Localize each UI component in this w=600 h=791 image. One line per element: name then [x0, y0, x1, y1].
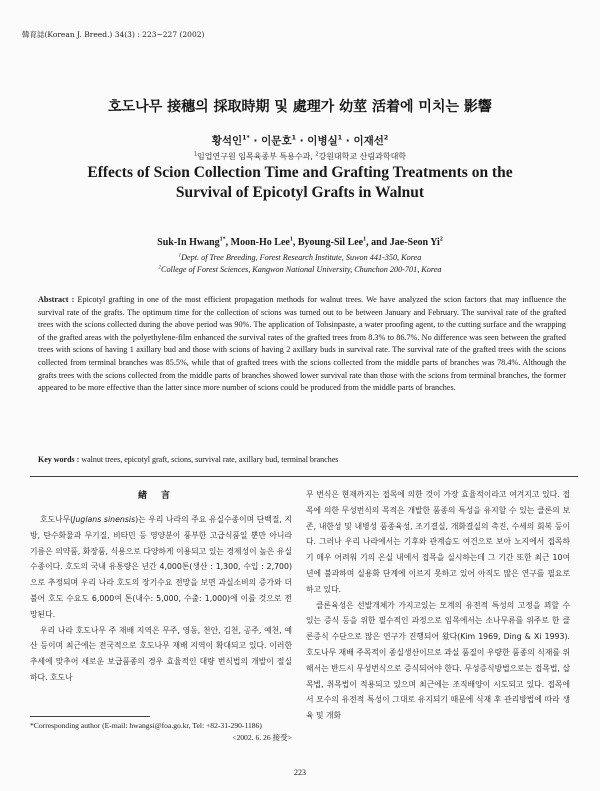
author-mark: 1 [337, 134, 343, 142]
author-mark: 1* [219, 236, 226, 243]
affiliation-text: 임업연구원 임목육종부 특용수과, [197, 152, 316, 161]
author-separator: , [292, 237, 298, 248]
body-paragraph: 클론육성은 선발개체가 가지고있는 모계의 유전적 특성의 고정을 꾀할 수 있는 증식 등을 위한 필수적인 과정으로 임목에서는 소나무류를 위주로 한 클론증식 수단으로 많은 연구가 진행되어 왔다(Kim 1969, Ding & Xi 1993). 호도나무 재배 주목적이 종실생산이므로 과실 품질이 우량한 품종의 식재를 위해서는 반드시 무성번식으로 증식되어야 한다. 무성증식방법으로는 접목법, 삽목법, 취목법이 적용되고 있으며 최근에는 조직배양이 시도되고 있다. 접목에서 모수의 유전적 특성이 그대로 유지되기 때문에 식재 후 관리방법에 따라 생육 및 개화 [306, 600, 570, 721]
footnote-divider [30, 716, 150, 717]
author-name: 이재선 [353, 135, 384, 147]
affiliation-line [0, 252, 600, 264]
korean-authors [0, 133, 600, 148]
affiliation-mark: 2 [158, 265, 161, 271]
affiliation-text: College of Forest Sciences, Kangwon National University, Chunchon 200-701, Korea [160, 265, 442, 274]
author-separator: · [249, 135, 262, 147]
affiliation-mark: 1 [178, 253, 182, 259]
korean-affiliations [0, 151, 600, 162]
section-divider [30, 476, 578, 477]
author-separator: · [342, 135, 354, 147]
affiliation-mark: 2 [315, 152, 319, 158]
korean-title: 호도나무 接穗의 採取時期 및 處理가 幼莖 活着에 미치는 影響 [108, 99, 492, 115]
page-number: 223 [294, 768, 306, 777]
author-name: 이문호 [261, 135, 292, 147]
abstract-label: Abstract : [38, 295, 75, 304]
author-mark: 1 [289, 236, 293, 243]
keywords-label: Key words : [38, 455, 80, 464]
author-mark: 2 [383, 134, 389, 142]
received-date: <2002. 6. 26 接受> [232, 732, 292, 742]
author-separator: · [295, 135, 308, 147]
english-authors [0, 237, 600, 248]
affiliation-text: 강원대학교 산림과학대학 [318, 152, 407, 161]
body-column-right [306, 487, 570, 724]
footnote [30, 720, 292, 743]
author-mark: 1 [291, 134, 296, 142]
abstract [38, 294, 566, 395]
keywords [38, 455, 566, 464]
author-mark: 2 [439, 236, 443, 243]
author-name: Suk-In Hwang [157, 237, 220, 248]
english-affiliations [0, 252, 600, 276]
abstract-text: Epicotyl grafting in one of the most efficient propagation methods for walnut trees. We have analyzed the scion factors that may influence the survival rate of the grafts. The optimum time for the collection of scions was turned out to be between January and February. The survival rate of the grafted trees with the scions collected during the above period was 90%. The application of Tobsinpaste, a water proofing agent, to the cutting surface and the wrapping of the grafted areas with the polyethylene-film enhanced the survival rates of the grafted trees from 8.3% to 86.7%. No difference was seen between the grafted trees with scions of having 1 axillary bud and those with scions of having 2 axillary buds in survival rate. The survival rate of the grafted trees with the scions collected from terminal branches was 85.5%, while that of grafted trees with the scions collected from the middle parts of branches was 78.4%. Although the grafts trees with the scions collected from the middle parts of branches showed lower survival rate than those with the scions from terminal branches, the former appeared to be more effective than the latter since more number of scions could be produced from the middle parts of branches. [38, 295, 566, 393]
author-name: Byoung-Sil Lee [297, 237, 364, 248]
body-column-left [30, 512, 292, 686]
english-title-line: Effects of Scion Collection Time and Grafting Treatments on the [87, 164, 513, 181]
corresponding-author-note: *Corresponding author (E-mail: hwangsi@foa.go.kr, Tel: +82-31-290-1186) [30, 721, 262, 730]
body-paragraph: 무 번식은 현재까지는 접목에 의한 것이 가장 효율적이라고 여겨지고 있다. 접목에 의한 무성번식의 목적은 개발한 품종의 특성을 유지할 수 있는 클론의 보존, 내한성 및 내병성 품종육성, 조기결실, 개화결실의 촉진, 수세의 회복 등이다. 그러나 우리 나라에서는 기후와 관계습도 여건으로 보아 노지에서 접목하기 매우 어려워 기의 온실 내에서 접목을 실시하는데 그 기간 또한 최근 10여 년에 불과하며 실용화 단계에 이르지 못하고 있어 아직도 많은 연구를 필요로 하고 있다. [306, 490, 570, 594]
body-paragraph [30, 512, 292, 623]
paragraph-text: 호도나무( [40, 515, 74, 524]
affiliation-text: Dept. of Tree Breeding, Forest Research Institute, Suwon 441-350, Korea [181, 253, 422, 262]
section-heading-introduction: 緖言 [137, 491, 184, 501]
english-title-line: Survival of Epicotyl Grafts in Walnut [175, 184, 425, 201]
author-mark: 1 [363, 236, 367, 243]
author-name: Jae-Seon Yi [389, 237, 440, 248]
english-title [40, 163, 560, 203]
body-paragraph: 우리 나라 호도나무 주 재배 지역은 무주, 영동, 천안, 김천, 공주, 예천, 예산 등이며 최근에는 전국적으로 호도나무 재배 지역이 확대되고 있다. 이러한 추세에 맞추어 새로운 보급품종의 경우 효율적인 대량 번식법의 개발이 절실하다. 호도나 [30, 625, 292, 682]
affiliation-mark: 1 [193, 152, 198, 158]
author-mark: 1* [242, 134, 250, 142]
paragraph-text: )는 우리 나라의 주요 유실수종이며 단백질, 지방, 탄수화물과 무기질, 비타민 등 영양분이 풍부한 고급식품일 뿐만 아니라 기름은 의약품, 화장품, 식용으로 다양하게 이용되고 있는 경제성이 높은 유실 수종이다. 호도의 국내 유통량은 년간 4,000톤(생산 : 1,300, 수입 : 2,700)으로 추정되며 우리 나라 호도의 장기수요 전망을 보면 과실소비의 증가와 더불어 호도 수요도 6,000여 톤(내수: 5,000, 수출: 1,000)에 이를 것으로 전망된다. [30, 515, 292, 619]
author-name: 이병실 [307, 135, 338, 147]
author-name: 황석인 [211, 135, 243, 147]
author-separator: , and [366, 237, 390, 248]
author-separator: , [225, 237, 231, 248]
author-name: Moon-Ho Lee [230, 237, 290, 248]
journal-header: 韓育誌(Korean J. Breed.) 34(3) : 223~227 (2002) [22, 30, 205, 39]
species-name: Juglans sinensis [73, 515, 136, 524]
affiliation-line [0, 264, 600, 276]
keywords-text: walnut trees, epicotyl graft, scions, survival rate, axillary bud, terminal branches [79, 455, 339, 464]
